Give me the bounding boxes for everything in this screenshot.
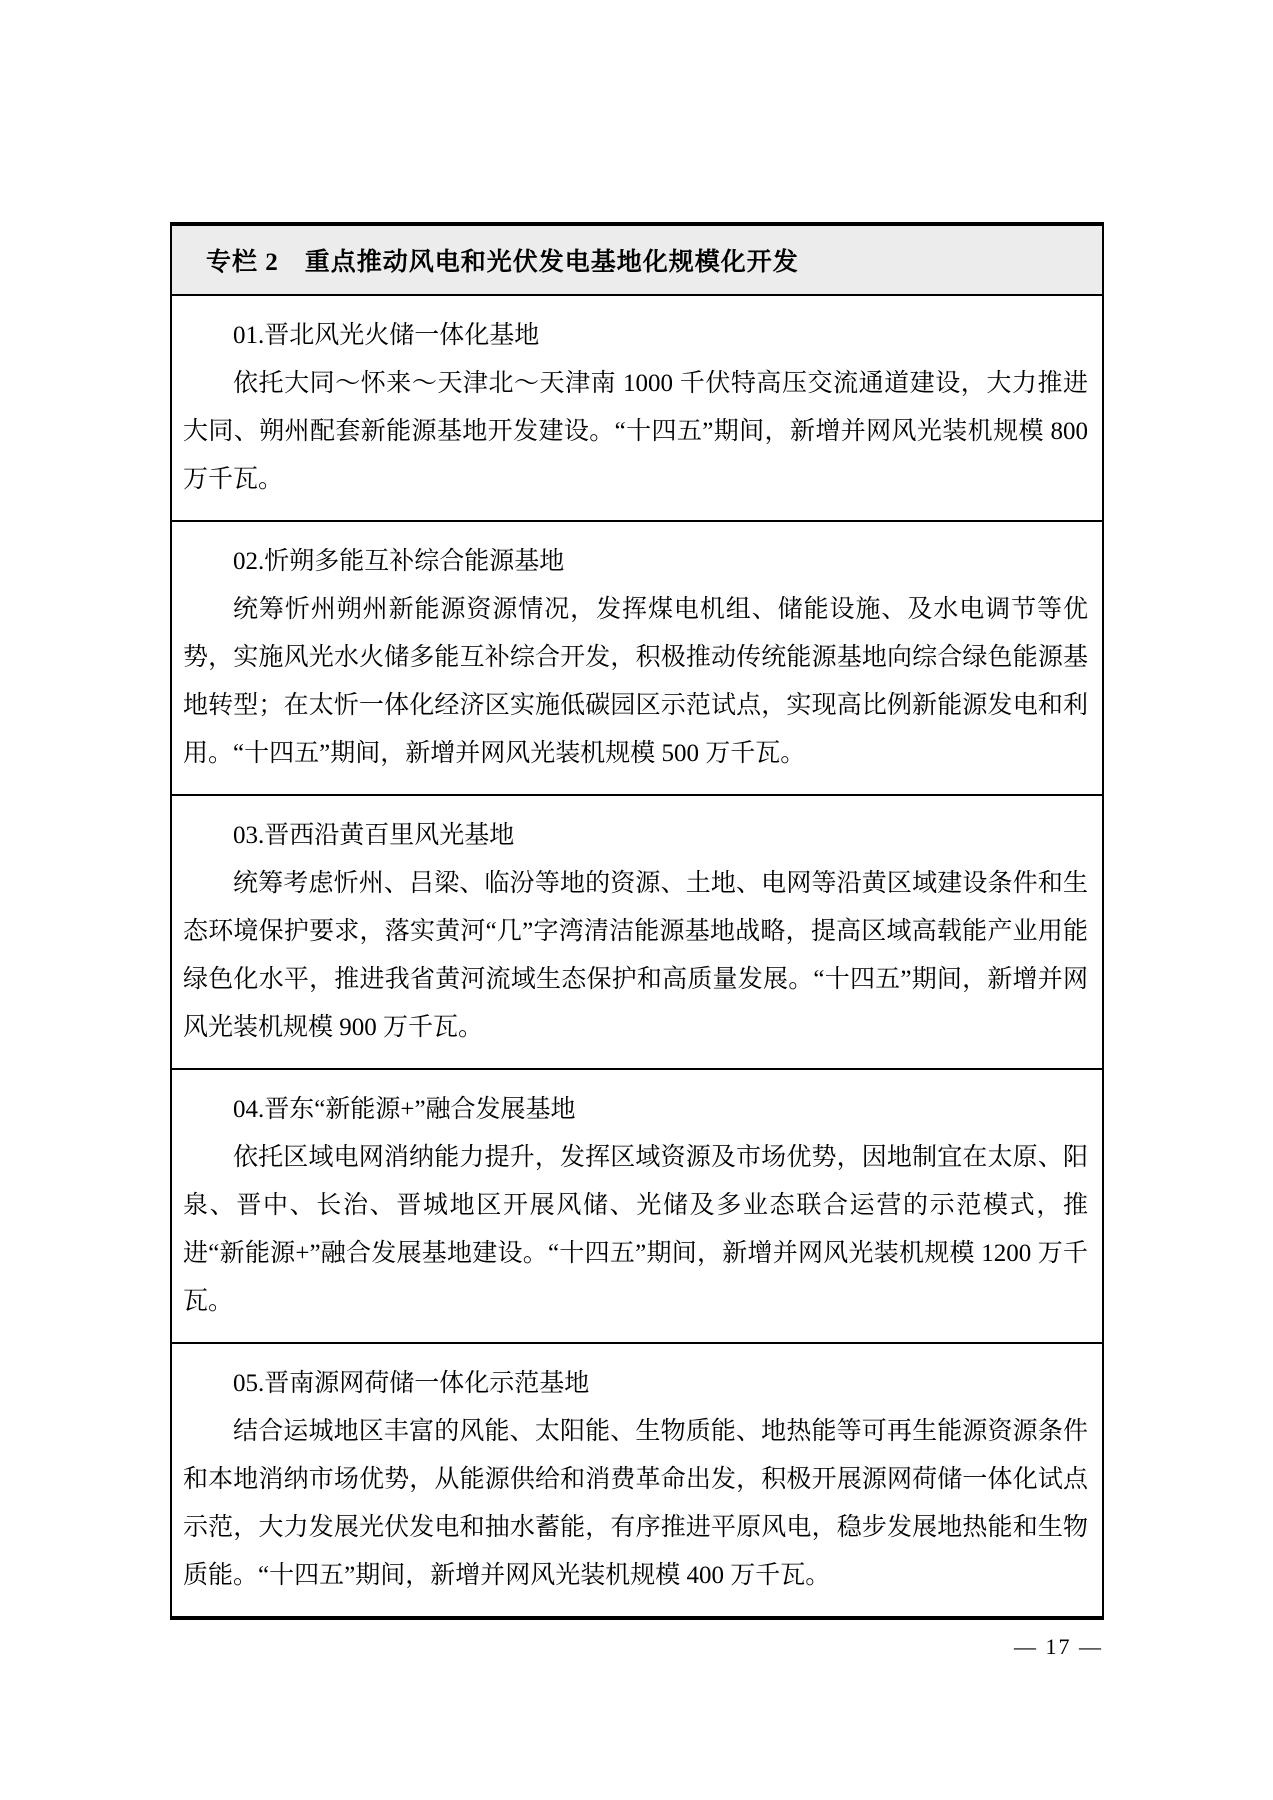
section-title: 05.晋南源网荷储一体化示范基地 (233, 1370, 590, 1397)
section-title: 01.晋北风光火储一体化基地 (233, 322, 540, 349)
section-body: 结合运城地区丰富的风能、太阳能、生物质能、地热能等可再生能源资源条件和本地消纳市场优势，从能源供给和消费革命出发，积极开展源网荷储一体化试点示范，大力发展光伏发电和抽水蓄能，有序推进平原风电，稳步发展地热能和生物质能。“十四五”期间，新增并网风光装机规模 400 万千瓦。 (183, 1418, 1088, 1589)
column-2-panel (170, 222, 1104, 1620)
section-body: 统筹考虑忻州、吕梁、临汾等地的资源、土地、电网等沿黄区域建设条件和生态环境保护要求，落实黄河“几”字湾清洁能源基地战略，提高区域高载能产业用能绿色化水平，推进我省黄河流域生态保护和高质量发展。“十四五”期间，新增并网风光装机规模 900 万千瓦。 (183, 870, 1088, 1041)
section-body: 统筹忻州朔州新能源资源情况，发挥煤电机组、储能设施、及水电调节等优势，实施风光水火储多能互补综合开发，积极推动传统能源基地向综合绿色能源基地转型；在太忻一体化经济区实施低碳园区示范试点，实现高比例新能源发电和利用。“十四五”期间，新增并网风光装机规模 500 万千瓦。 (183, 596, 1088, 767)
section-row-02 (172, 522, 1102, 796)
panel-title: 专栏 2 重点推动风电和光伏发电基地化规模化开发 (172, 226, 1102, 296)
section-row-01 (172, 296, 1102, 522)
section-title: 02.忻朔多能互补综合能源基地 (233, 548, 565, 575)
section-body: 依托区域电网消纳能力提升，发挥区域资源及市场优势，因地制宜在太原、阳泉、晋中、长治、晋城地区开展风储、光储及多业态联合运营的示范模式，推进“新能源+”融合发展基地建设。“十四五”期间，新增并网风光装机规模 1200 万千瓦。 (183, 1144, 1088, 1315)
section-row-03 (172, 796, 1102, 1070)
page-number: — 17 — (1014, 1634, 1103, 1659)
section-row-04 (172, 1070, 1102, 1344)
section-body: 依托大同～怀来～天津北～天津南 1000 千伏特高压交流通道建设，大力推进大同、朔州配套新能源基地开发建设。“十四五”期间，新增并网风光装机规模 800 万千瓦。 (183, 370, 1088, 493)
section-title: 04.晋东“新能源+”融合发展基地 (233, 1096, 576, 1123)
section-title: 03.晋西沿黄百里风光基地 (233, 822, 515, 849)
section-row-05 (172, 1344, 1102, 1616)
